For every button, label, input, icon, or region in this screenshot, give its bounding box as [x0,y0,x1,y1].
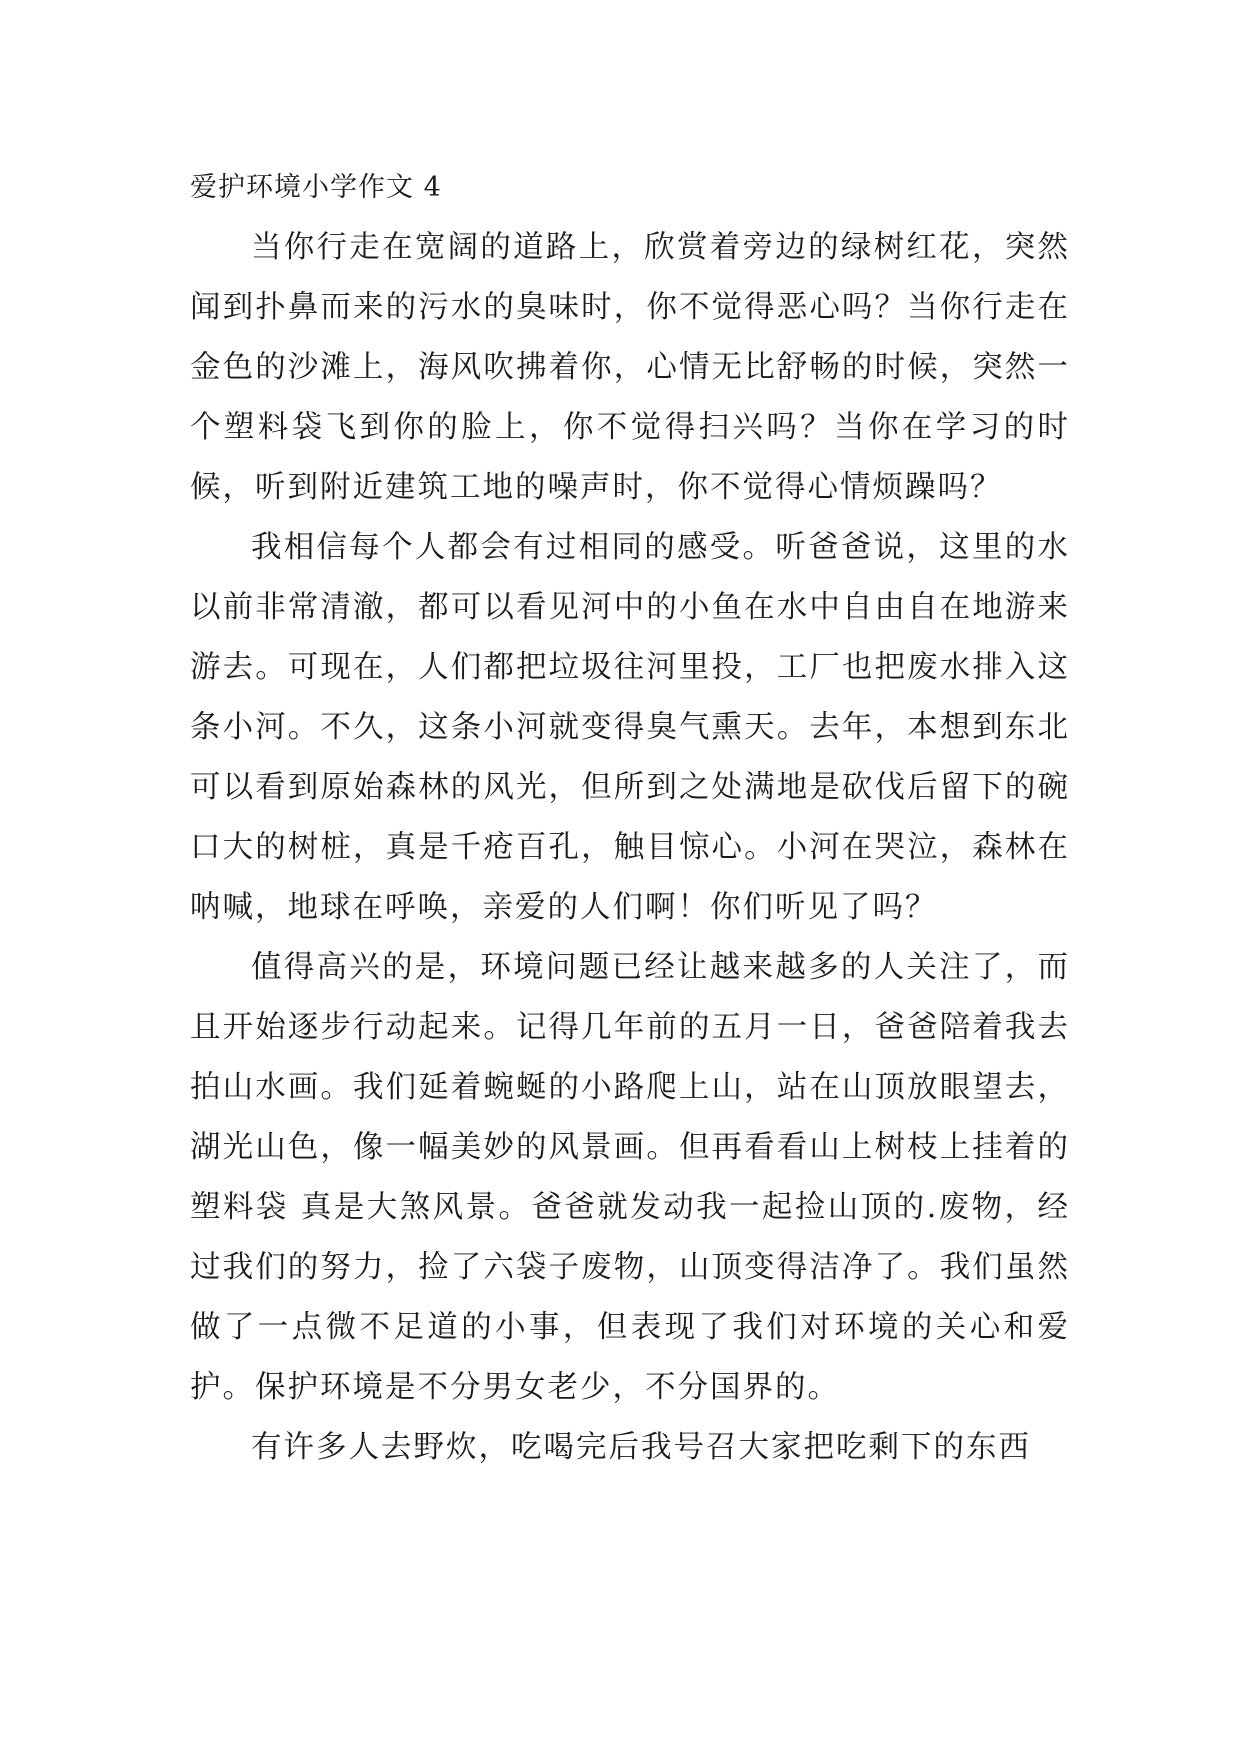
paragraph-2: 我相信每个人都会有过相同的感受。听爸爸说，这里的水以前非常清澈，都可以看见河中的小鱼在水中自由自在地游来游去。可现在，人们都把垃圾往河里投，工厂也把废水排入这条小河。不久，这条小河就变得臭气熏天。去年，本想到东北可以看到原始森林的风光，但所到之处满地是砍伐后留下的碗口大的树桩，真是千疮百孔，触目惊心。小河在哭泣，森林在呐喊，地球在呼唤，亲爱的人们啊！你们听见了吗？ [190,530,1070,925]
document-title: 爱护环境小学作文 4 [190,172,442,203]
paragraph-4: 有许多人去野炊，吃喝完后我号召大家把吃剩下的东西 [251,1430,1031,1465]
paragraph-1: 当你行走在宽阔的道路上，欣赏着旁边的绿树红花，突然闻到扑鼻而来的污水的臭味时，你不觉得恶心吗？当你行走在金色的沙滩上，海风吹拂着你，心情无比舒畅的时候，突然一个塑料袋飞到你的脸上，你不觉得扫兴吗？当你在学习的时候，听到附近建筑工地的噪声时，你不觉得心情烦躁吗？ [190,230,1070,505]
document-body [190,158,1070,1478]
paragraph-3: 值得高兴的是，环境问题已经让越来越多的人关注了，而且开始逐步行动起来。记得几年前的五月一日，爸爸陪着我去拍山水画。我们延着蜿蜒的小路爬上山，站在山顶放眼望去，湖光山色，像一幅美妙的风景画。但再看看山上树枝上挂着的塑料袋 真是大煞风景。爸爸就发动我一起捡山顶的.废物，经过我们的努力，捡了六袋子废物，山顶变得洁净了。我们虽然做了一点微不足道的小事，但表现了我们对环境的关心和爱护。保护环境是不分男女老少，不分国界的。 [190,950,1070,1405]
